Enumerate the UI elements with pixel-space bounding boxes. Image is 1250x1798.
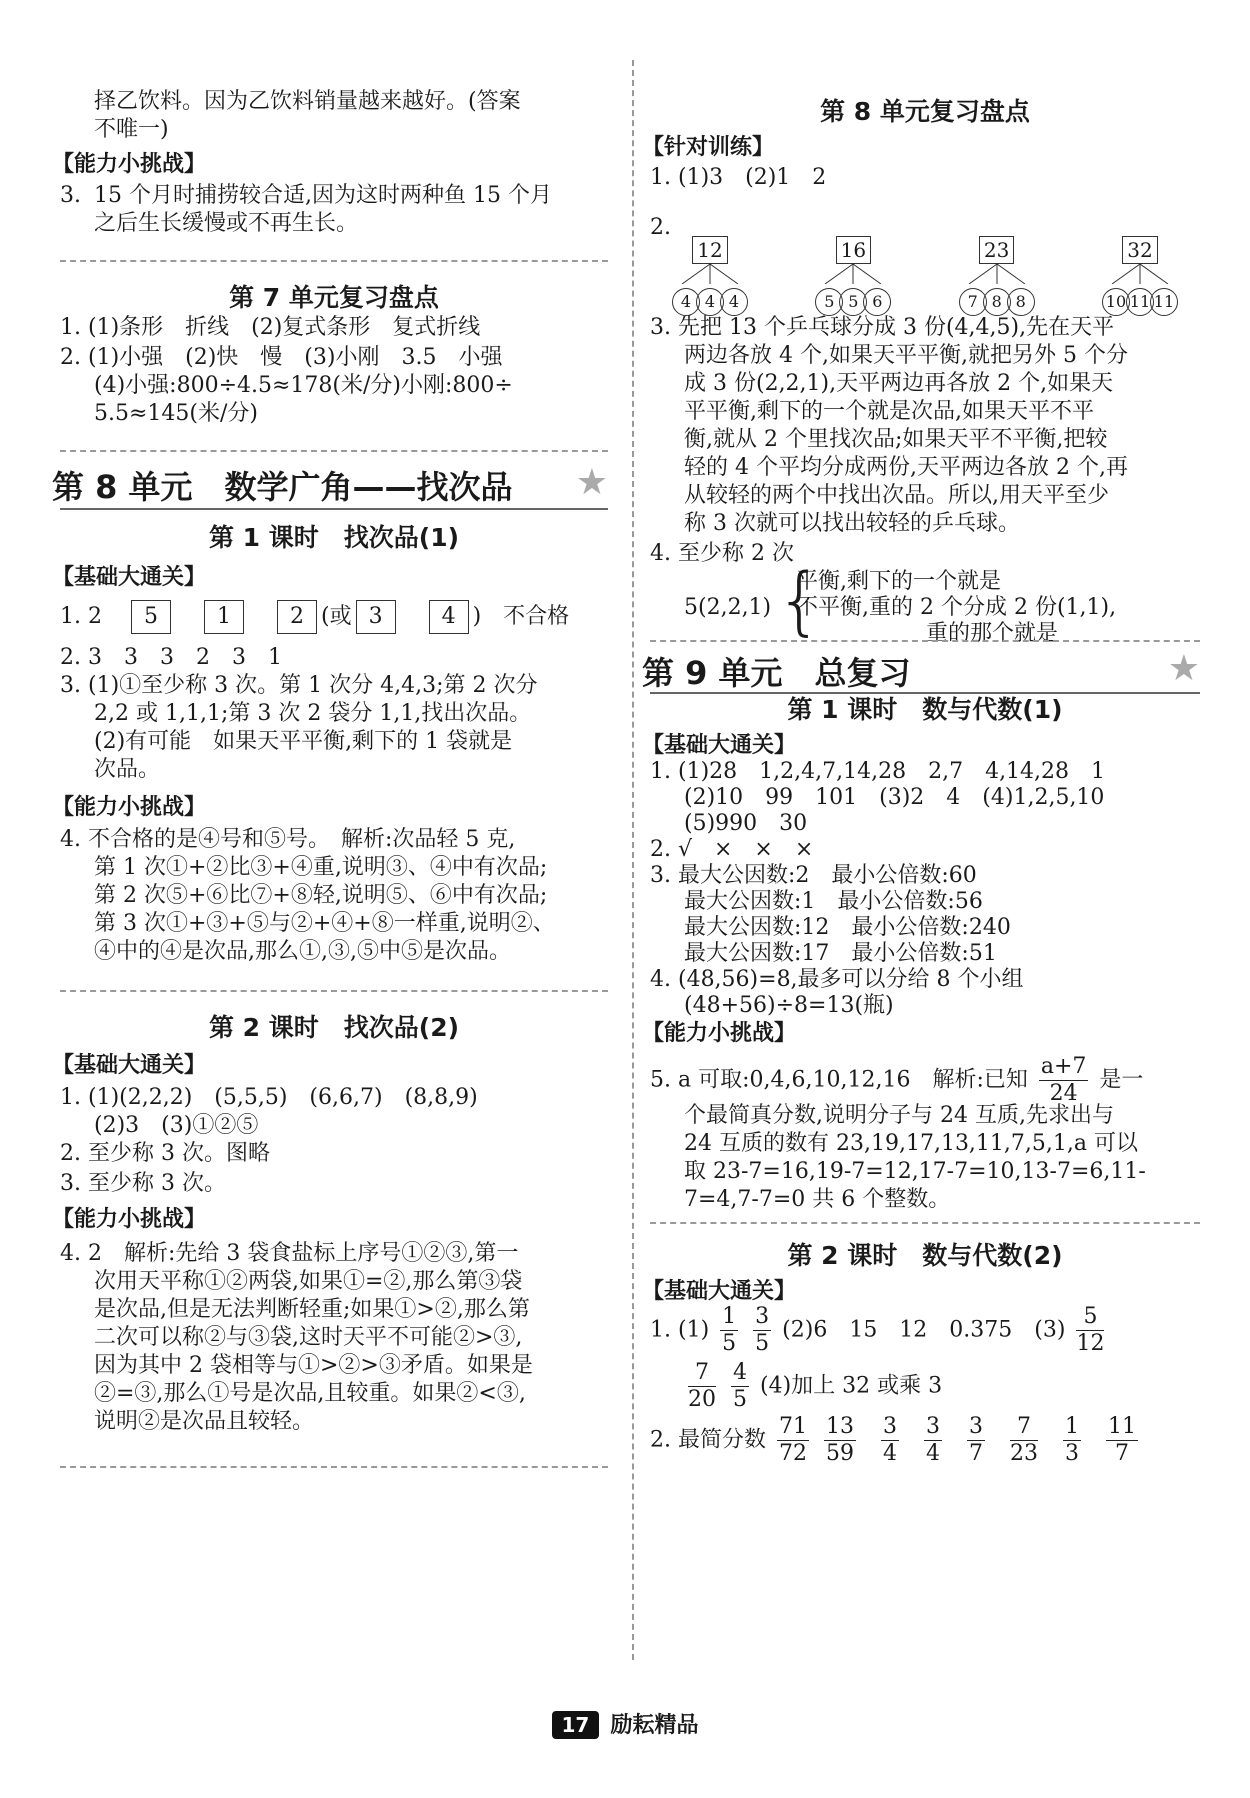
section-ability: 【能力小挑战】 (52, 795, 207, 820)
answer-line: 3. 最大公因数:2 最小公倍数:60 (650, 863, 977, 888)
lesson2-title: 第 2 课时 找次品(2) (208, 1013, 460, 1042)
unit8-review-title: 第 8 单元复习盘点 (820, 97, 1030, 126)
split-tree (650, 236, 770, 316)
answer-text: (2)6 15 12 0.375 (3) (782, 1317, 1066, 1343)
answer-line: 之后生长缓慢或不再生长。 (94, 211, 359, 236)
answer-line: 1. (1)(2,2,2) (5,5,5) (6,6,7) (8,8,9) (60, 1085, 478, 1110)
numerator: 4 (733, 1360, 747, 1385)
answer-line: 是次品,但是无法判断轻重;如果①>②,那么第 (94, 1297, 530, 1322)
answer-line: 第 3 次①+③+⑤与②+④+⑧一样重,说明②、 (94, 911, 555, 936)
fraction (688, 1360, 716, 1413)
fraction (924, 1414, 942, 1467)
answer-line: 两边各放 4 个,如果天平平衡,就把另外 5 个分 (684, 343, 1128, 368)
section-basic: 【基础大通关】 (642, 733, 797, 758)
answer-line: 取 23-7=16,19-7=12,17-7=10,13-7=6,11- (684, 1159, 1146, 1184)
answer-line: 3. 先把 13 个乒乓球分成 3 份(4,4,5),先在天平 (650, 315, 1115, 340)
denominator: 4 (925, 1441, 940, 1466)
tree-branches (1100, 264, 1180, 284)
numerator: 3 (968, 1414, 983, 1439)
star-icon: ★ (1167, 648, 1200, 689)
section-basic: 【基础大通关】 (52, 565, 207, 590)
question-number: 2. (650, 215, 671, 240)
split-tree (937, 236, 1057, 316)
answer-text: 5. a 可取:0,4,6,10,12,16 解析:已知 (650, 1067, 1028, 1093)
answer-line: (2)10 99 101 (3)2 4 (4)1,2,5,10 (684, 785, 1105, 810)
numerator: 3 (925, 1414, 940, 1439)
fraction (753, 1304, 771, 1357)
section-basic: 【基础大通关】 (642, 1279, 797, 1304)
tree-leaf: 11 (1126, 288, 1154, 316)
answer-line: 第 1 次①+②比③+④重,说明③、④中有次品; (94, 855, 548, 880)
lesson1-title: 第 1 课时 找次品(1) (208, 523, 460, 552)
answer-line: 最大公因数:12 最小公倍数:240 (684, 915, 1011, 940)
answer-text: 重的那个就是 (926, 621, 1059, 646)
lesson2-title: 第 2 课时 数与代数(2) (787, 1241, 1063, 1270)
answer-line: 平平衡,剩下的一个就是次品,如果天平不平 (684, 399, 1094, 424)
answer-line: 次用天平称①②两袋,如果①=②,那么第③袋 (94, 1269, 523, 1294)
unit-title: 第 8 单元 数学广角——找次品 (52, 468, 513, 506)
tree-leaf: 5 (815, 288, 843, 316)
fraction (1010, 1414, 1038, 1467)
answer-line: 2,2 或 1,1,1;第 3 次 2 袋分 1,1,找出次品。 (94, 701, 532, 726)
tree-branches (670, 264, 750, 284)
section-ability: 【能力小挑战】 (642, 1021, 797, 1046)
answer-line: (2)3 (3)①②⑤ (94, 1113, 259, 1138)
answer-line: 个最简真分数,说明分子与 24 互质,先求出与 (684, 1103, 1114, 1128)
answer-box: 4 (429, 600, 469, 634)
brace-icon: { (776, 558, 824, 644)
dashed-separator (60, 990, 608, 992)
unit9-header (642, 648, 1200, 694)
answer-line: (2)有可能 如果天平平衡,剩下的 1 袋就是 (94, 729, 513, 754)
unit8-header (52, 462, 608, 508)
fraction (777, 1414, 809, 1467)
answer-text: ) 不合格 (472, 604, 570, 629)
question-1 (650, 1304, 1108, 1357)
numerator: 7 (688, 1360, 716, 1387)
split-tree (793, 236, 913, 316)
unit-underline (60, 508, 608, 510)
answer-line: 4. 至少称 2 次 (650, 541, 794, 566)
tree-leaf: 11 (1150, 288, 1178, 316)
dashed-separator (60, 450, 608, 452)
fraction (1076, 1304, 1104, 1357)
answer-line: 3. 至少称 3 次。 (60, 1171, 226, 1196)
denominator: 12 (1076, 1331, 1105, 1356)
answer-line: 2. 至少称 3 次。图略 (60, 1141, 270, 1166)
question-number: 3. (60, 183, 81, 208)
denominator: 5 (755, 1331, 770, 1356)
lesson1-title: 第 1 课时 数与代数(1) (787, 695, 1063, 724)
section-basic: 【基础大通关】 (52, 1053, 207, 1078)
answer-text: 15 个月时捕捞较合适,因为这时两种鱼 15 个月 (94, 183, 552, 208)
answer-line: 成 3 份(2,2,1),天平两边再各放 2 个,如果天 (684, 371, 1114, 396)
numerator: 1 (722, 1304, 737, 1329)
answer-line: 从较轻的两个中找出次品。所以,用天平至少 (684, 483, 1109, 508)
numerator: 13 (825, 1414, 854, 1439)
answer-text: (或 (320, 604, 352, 629)
answer-line: 二次可以称②与③袋,这时天平不可能②>③, (94, 1325, 523, 1350)
denominator: 5 (722, 1331, 737, 1356)
tree-leaf: 8 (983, 288, 1011, 316)
answer-line: 5.5≈145(米/分) (94, 401, 258, 426)
answer-text: 2. 最简分数 (650, 1427, 766, 1453)
tree-top-box: 12 (692, 236, 727, 264)
denominator: 3 (1064, 1441, 1079, 1466)
answer-line: 1. (1)3 (2)1 2 (650, 165, 827, 190)
unit-title: 第 9 单元 总复习 (642, 654, 911, 692)
numerator: a+7 (1040, 1054, 1087, 1079)
answer-line: 1. (1)28 1,2,4,7,14,28 2,7 4,14,28 1 (650, 759, 1106, 784)
tree-leaf: 4 (672, 288, 700, 316)
answer-text: 是一 (1099, 1067, 1144, 1093)
denominator: 23 (1009, 1441, 1038, 1466)
numerator: 11 (1107, 1414, 1136, 1439)
tree-top-box: 16 (836, 236, 871, 264)
tree-leaf: 4 (696, 288, 724, 316)
dashed-separator (60, 260, 608, 262)
fraction (824, 1414, 856, 1467)
dashed-separator (650, 1222, 1200, 1224)
answer-text: (4)加上 32 或乘 3 (760, 1373, 943, 1399)
answer-line: ②=③,那么①号是次品,且较重。如果②<③, (94, 1381, 526, 1406)
answer-line: 因为其中 2 袋相等与①>②>③矛盾。如果是 (94, 1353, 533, 1378)
tree-top-box: 23 (979, 236, 1014, 264)
denominator: 7 (1114, 1441, 1129, 1466)
fraction (1063, 1414, 1081, 1467)
page-footer (0, 1708, 1250, 1739)
tree-leaf: 10 (1102, 288, 1130, 316)
column-divider (632, 60, 634, 1660)
tree-leaf: 5 (839, 288, 867, 316)
tree-leaf: 6 (863, 288, 891, 316)
numerator: 3 (755, 1304, 770, 1329)
answer-line: 最大公因数:1 最小公倍数:56 (684, 889, 983, 914)
tree-branches (813, 264, 893, 284)
answer-box: 1 (204, 600, 244, 634)
answer-line: 24 互质的数有 23,19,17,13,11,7,5,1,a 可以 (684, 1131, 1138, 1156)
answer-text: 1. (1) (650, 1317, 710, 1343)
answer-line: 说明②是次品且较轻。 (94, 1409, 315, 1434)
denominator: 5 (733, 1387, 747, 1412)
answer-text: 5(2,2,1) (684, 595, 772, 620)
split-trees (650, 236, 1200, 316)
answer-line: 择乙饮料。因为乙饮料销量越来越好。(答案 (94, 89, 521, 114)
fraction (720, 1304, 738, 1357)
tree-row (650, 236, 1200, 316)
answer-line: ④中的④是次品,那么①,③,⑤中⑤是次品。 (94, 939, 511, 964)
section-ability: 【能力小挑战】 (52, 152, 207, 177)
denominator: 7 (968, 1441, 983, 1466)
fraction (1106, 1414, 1138, 1467)
answer-text: 1. 2 (60, 604, 102, 629)
section-targeted: 【针对训练】 (642, 135, 775, 160)
numerator: 71 (778, 1414, 807, 1439)
denominator: 4 (882, 1441, 897, 1466)
answer-line: 2. (1)小强 (2)快 慢 (3)小刚 3.5 小强 (60, 345, 503, 370)
answer-line: 最大公因数:17 最小公倍数:51 (684, 941, 997, 966)
answer-line: 3. (1)①至少称 3 次。第 1 次分 4,4,3;第 2 次分 (60, 673, 538, 698)
answer-line: 不唯一) (94, 117, 169, 142)
numerator: 1 (1064, 1414, 1079, 1439)
answer-line: 2. √ × × × (650, 837, 814, 862)
denominator: 59 (825, 1441, 854, 1466)
question-1 (60, 600, 569, 634)
answer-line: (5)990 30 (684, 811, 808, 836)
answer-line: 1. (1)条形 折线 (2)复式条形 复式折线 (60, 315, 481, 340)
split-tree (1080, 236, 1200, 316)
unit7-review-title: 第 7 单元复习盘点 (229, 283, 439, 312)
brand-name: 励耘精品 (610, 1713, 699, 1738)
denominator: 20 (688, 1387, 716, 1412)
numerator: 5 (1076, 1304, 1104, 1331)
answer-text: 平衡,剩下的一个就是 (796, 569, 1001, 594)
denominator: 24 (1049, 1081, 1078, 1106)
tree-branches (957, 264, 1037, 284)
denominator: 72 (778, 1441, 807, 1466)
answer-line: 2. 3 3 3 2 3 1 (60, 645, 282, 670)
tree-leaf: 8 (1007, 288, 1035, 316)
page-number: 17 (552, 1711, 600, 1739)
answer-line: 4. (48,56)=8,最多可以分给 8 个小组 (650, 967, 1024, 992)
section-ability: 【能力小挑战】 (52, 1207, 207, 1232)
star-icon: ★ (575, 462, 608, 503)
answer-line: 轻的 4 个平均分成两份,天平两边各放 2 个,再 (684, 455, 1128, 480)
tree-top-box: 32 (1122, 236, 1157, 264)
dashed-separator (650, 640, 1200, 642)
tree-leaf: 7 (959, 288, 987, 316)
answer-line: 4. 2 解析:先给 3 袋食盐标上序号①②③,第一 (60, 1241, 519, 1266)
fraction (881, 1414, 899, 1467)
answer-line: 4. 不合格的是④号和⑤号。 解析:次品轻 5 克, (60, 827, 516, 852)
answer-line: 第 2 次⑤+⑥比⑦+⑧轻,说明⑤、⑥中有次品; (94, 883, 548, 908)
numerator: 7 (1010, 1414, 1038, 1441)
answer-line: 衡,就从 2 个里找次品;如果天平不平衡,把较 (684, 427, 1108, 452)
tree-leaf: 4 (720, 288, 748, 316)
answer-box: 5 (131, 600, 171, 634)
numerator: 3 (882, 1414, 897, 1439)
question-2 (650, 1414, 1142, 1467)
fraction (967, 1414, 985, 1467)
question-1-cont (650, 1360, 942, 1413)
dashed-separator (60, 1466, 608, 1468)
fraction (731, 1360, 749, 1413)
answer-line: 次品。 (94, 757, 161, 782)
answer-line: (48+56)÷8=13(瓶) (684, 993, 894, 1018)
answer-box: 3 (356, 600, 396, 634)
answer-text: 不平衡,重的 2 个分成 2 份(1,1), (796, 595, 1117, 620)
answer-line: 称 3 次就可以找出较轻的乒乓球。 (684, 511, 1020, 536)
answer-box: 2 (277, 600, 317, 634)
answer-line: (4)小强:800÷4.5≈178(米/分)小刚:800÷ (94, 373, 513, 398)
answer-line: 7=4,7-7=0 共 6 个整数。 (684, 1187, 951, 1212)
